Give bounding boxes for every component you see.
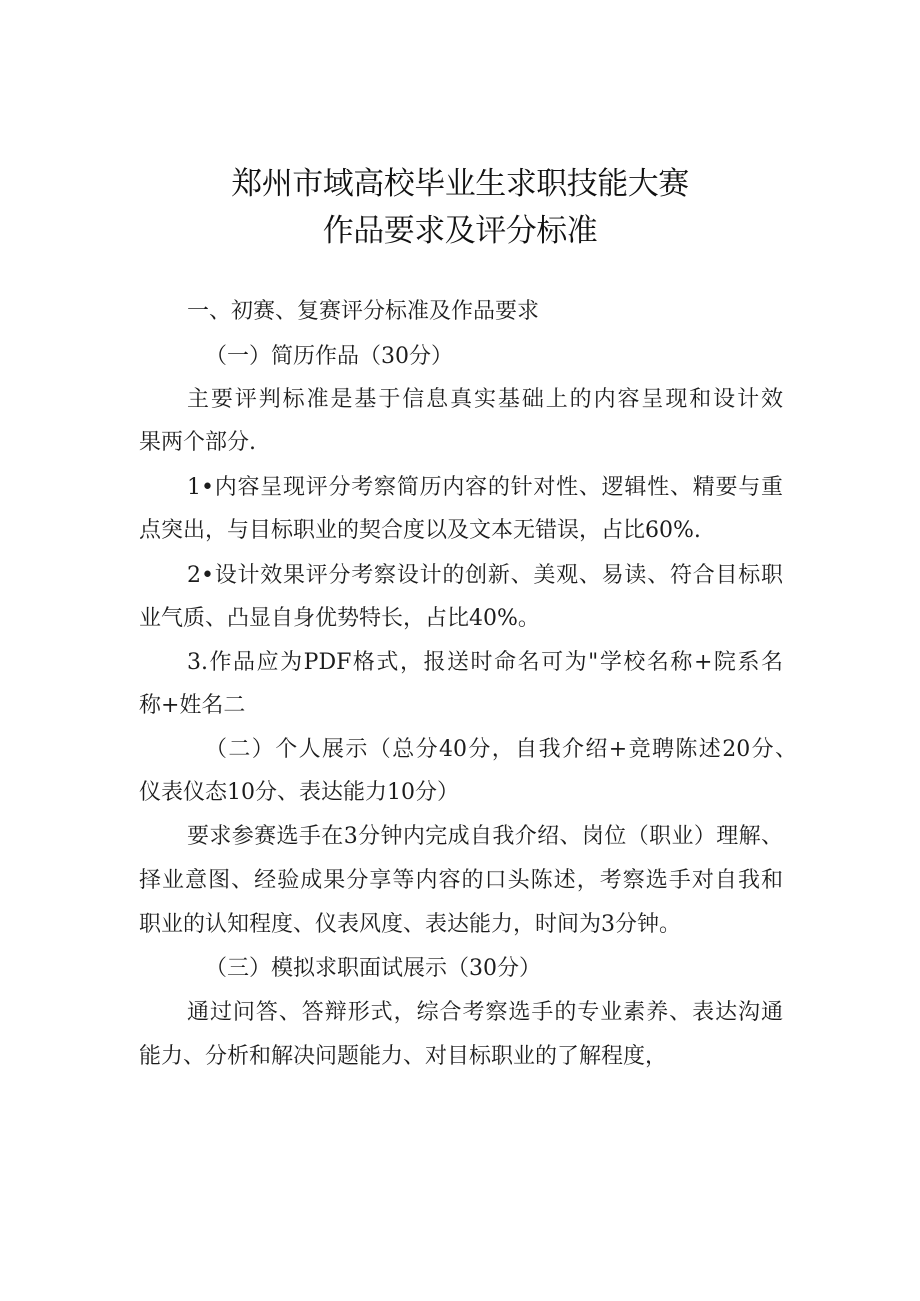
sub2-body-line1: 要求参赛选手在3分钟内完成自我介绍、岗位（职业）理解、 [187,824,783,849]
item1-line2: 点突出，与目标职业的契合度以及文本无错误，占比60%. [139,518,701,543]
sub3-body-line1: 通过问答、答辩形式，综合考察选手的专业素养、表达沟通 [187,1000,783,1025]
item2-line2: 业气质、凸显自身优势特长，占比40%。 [139,606,540,631]
item2-line1: 2•设计效果评分考察设计的创新、美观、易读、符合目标职 [187,563,783,588]
item3-line1: 3.作品应为PDF格式，报送时命名可为"学校名称+院系名 [187,650,783,675]
sub3-body-line2: 能力、分析和解决问题能力、对目标职业的了解程度， [139,1044,668,1069]
sub2-body-line3: 职业的认知程度、仪表风度、表达能力，时间为3分钟。 [139,912,681,937]
section1-heading: 一、初赛、复赛评分标准及作品要求 [187,299,540,324]
item1-line1: 1•内容呈现评分考察简历内容的针对性、逻辑性、精要与重 [187,475,783,500]
sub2-body-line2: 择业意图、经验成果分享等内容的口头陈述，考察选手对自我和 [139,868,783,893]
sub1-heading: （一）简历作品（30分） [205,344,453,369]
document-title-line2: 作品要求及评分标准 [322,213,598,249]
sub1-intro-line1: 主要评判标准是基于信息真实基础上的内容呈现和设计效 [187,387,783,412]
sub2-heading-line1: （二）个人展示（总分40分，自我介绍+竞聘陈述20分、 [205,737,797,762]
item3-line2: 称+姓名二 [139,693,246,718]
sub2-heading-line2: 仪表仪态10分、表达能力10分） [139,780,459,805]
document-title-line1: 郑州市域高校毕业生求职技能大赛 [231,166,689,202]
sub3-heading: （三）模拟求职面试展示（30分） [205,956,541,981]
sub1-intro-line2: 果两个部分. [139,430,256,455]
